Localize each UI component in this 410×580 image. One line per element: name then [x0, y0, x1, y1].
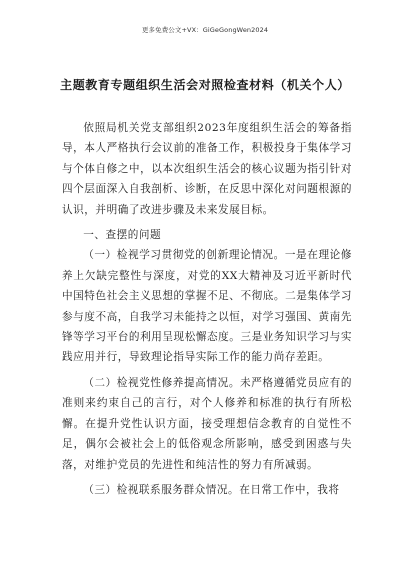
header-note: 更多免费公文+VX：GiGeGongWen2024	[141, 26, 269, 34]
intro-paragraph: 依照局机关党支部组织2023年度组织生活会的筹备指导，本人严格执行会议前的准备工作，积极投身于集体学习与个体自修之中，以本次组织生活会的核心议题为指引针对四个层面深入自我剖析、诊断，在反思中深化对问题根源的认识，并明确了改进步骤及未来发展目标。	[62, 122, 352, 216]
paragraph-theory-study: （一）检视学习贯彻党的创新理论情况。一是在理论修养上欠缺完整性与深度，对党的XX大精神及习近平新时代中国特色社会主义思想的掌握不足、不彻底。二是集体学习参与度不高，自我学习未能持之以恒，对学习强国、黄南先锋等学习平台的利用呈现松懈态度。三是业务知识学习与实践应用并行，导致理论指导实际工作的能力尚存差距。	[62, 249, 352, 364]
paragraph-party-spirit: （二）检视党性修养提高情况。未严格遵循党员应有的准则来约束自己的言行，对个人修养和标准的执行有所松懈。在提升党性认识方面，接受理想信念教育的自觉性不足，偶尔会被社会上的低俗观念所影响，感受到困惑与失落，对维护党员的先进性和纯洁性的努力有所减弱。	[62, 376, 352, 471]
document-body	[62, 118, 352, 500]
section-heading-problems: 一、查摆的问题	[83, 229, 162, 242]
document-title: 主题教育专题组织生活会对照检查材料（机关个人）	[60, 78, 350, 92]
paragraph-serving-masses: （三）检视联系服务群众情况。在日常工作中，我将	[83, 483, 340, 496]
